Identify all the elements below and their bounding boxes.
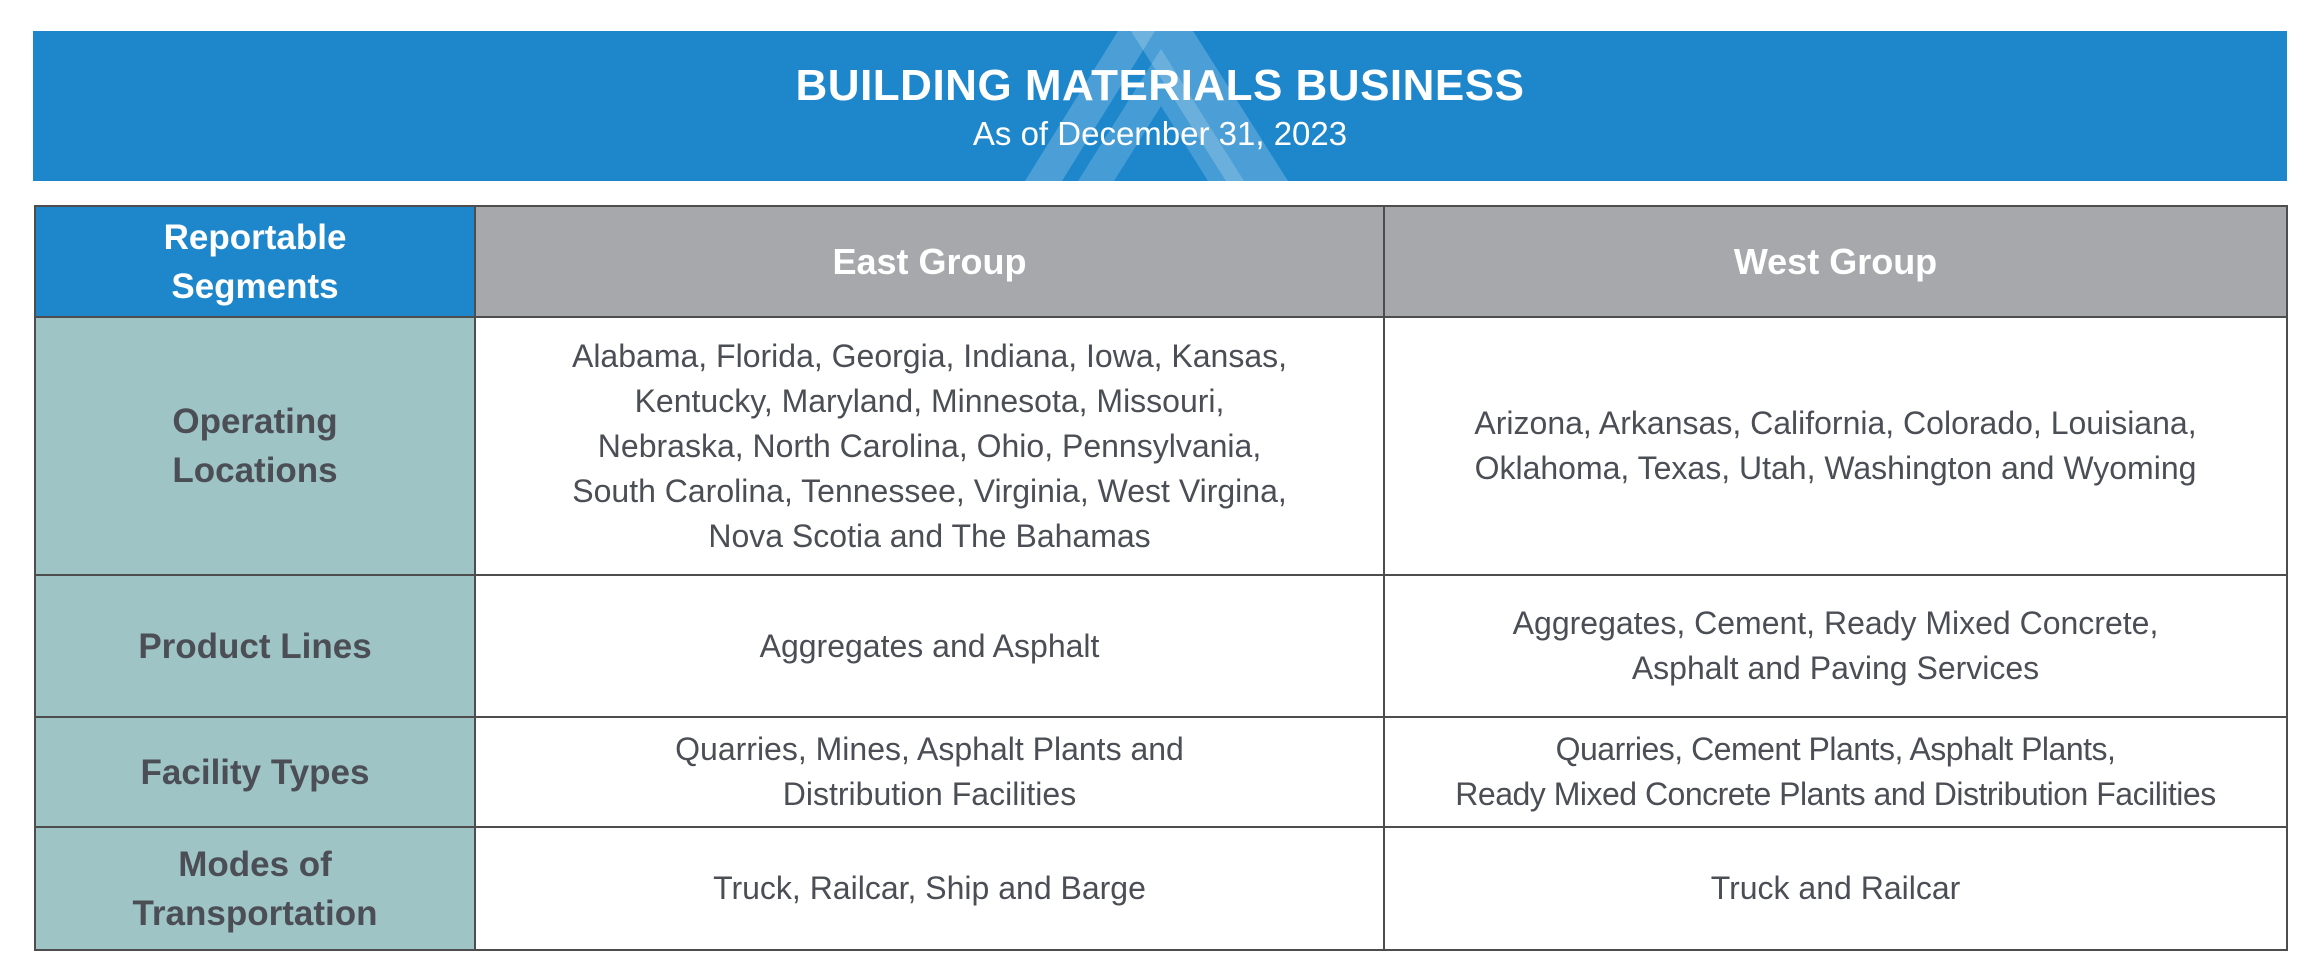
cell-east-facility-types: Quarries, Mines, Asphalt Plants and Distribution Facilities bbox=[475, 717, 1384, 827]
header-east-group: East Group bbox=[475, 206, 1384, 317]
row-label-modes-of-transportation: Modes of Transportation bbox=[35, 827, 475, 950]
table-row bbox=[35, 317, 2287, 575]
table-header-row bbox=[35, 206, 2287, 317]
cell-west-modes-of-transportation: Truck and Railcar bbox=[1384, 827, 2287, 950]
cell-west-facility-types: Quarries, Cement Plants, Asphalt Plants, Ready Mixed Concrete Plants and Distribution Facilities bbox=[1384, 717, 2287, 827]
row-label-operating-locations: Operating Locations bbox=[35, 317, 475, 575]
header-reportable-segments: Reportable Segments bbox=[35, 206, 475, 317]
header-west-group: West Group bbox=[1384, 206, 2287, 317]
cell-east-modes-of-transportation: Truck, Railcar, Ship and Barge bbox=[475, 827, 1384, 950]
row-label-facility-types: Facility Types bbox=[35, 717, 475, 827]
cell-west-operating-locations: Arizona, Arkansas, California, Colorado, Louisiana, Oklahoma, Texas, Utah, Washington and Wyoming bbox=[1384, 317, 2287, 575]
table-row bbox=[35, 827, 2287, 950]
cell-west-product-lines: Aggregates, Cement, Ready Mixed Concrete, Asphalt and Paving Services bbox=[1384, 575, 2287, 717]
cell-east-operating-locations: Alabama, Florida, Georgia, Indiana, Iowa, Kansas, Kentucky, Maryland, Minnesota, Missouri, Nebraska, North Carolina, Ohio, Pennsylvania, South Carolina, Tennessee, Virginia, West Virgina, Nova Scotia and The Bahamas bbox=[475, 317, 1384, 575]
segments-table bbox=[34, 205, 2288, 951]
table-row bbox=[35, 717, 2287, 827]
title-banner bbox=[33, 31, 2287, 181]
cell-east-product-lines: Aggregates and Asphalt bbox=[475, 575, 1384, 717]
row-label-product-lines: Product Lines bbox=[35, 575, 475, 717]
page-title: BUILDING MATERIALS BUSINESS bbox=[795, 61, 1525, 110]
page-subtitle: As of December 31, 2023 bbox=[972, 115, 1348, 152]
table-row bbox=[35, 575, 2287, 717]
